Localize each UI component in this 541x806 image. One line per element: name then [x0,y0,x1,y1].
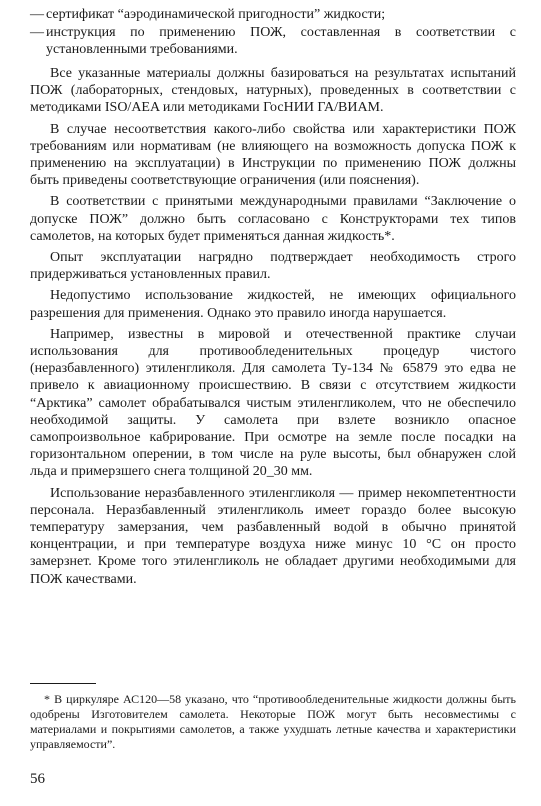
paragraph: Недопустимо использование жидкостей, не имеющих официального разрешения для применения. Однако это правило иногда нарушается. [30,288,516,321]
list-item [30,6,516,23]
list-item-text: инструкция по применению ПОЖ, составленная в соответствии с установленными требованиями. [46,25,516,57]
paragraph: Использование неразбавленного этиленгликоля — пример некомпетентности персонала. Неразбавленный этиленгликоль имеет гораздо более высокую температуру замерзания, чем разбавленный водой в обычно принятой концентрации, и при температуре воздуха ниже минус 10 °С он просто замерзнет. Кроме того этиленгликоль не обладает другими необходимыми для ПОЖ качествами. [30,485,516,587]
paragraph: В случае несоответствия какого-либо свойства или характеристики ПОЖ требованиям или нормативам (не влияющего на возможность допуска ПОЖ к применению на эксплуатации) в Инструкции по применению ПОЖ должны быть приведены соответствующие ограничения (или пояснения). [30,121,516,189]
footnote: * В циркуляре АС120—58 указано, что “противообледенительные жидкости должны быть одобрены Изготовителем самолета. Некоторые ПОЖ могут быть несовместимы с материалами и покрытиями самолетов, а также ухудшать летные качества и характеристики управляемости”. [30,692,516,751]
paragraph: В соответствии с принятыми международными правилами “Заключение о допуске ПОЖ” должно быть согласовано с Конструкторами тех типов самолетов, на которых будет применяться данная жидкость*. [30,194,516,244]
list-item [30,24,516,58]
paragraph: Опыт эксплуатации нагрядно подтверждает необходимость строго придерживаться установленных правил. [30,250,516,283]
paragraph: Например, известны в мировой и отечественной практике случаи использования для противообледенительных процедур чистого (неразбавленного) этиленгликоля. Для самолета Ту-134 № 65879 это едва не привело к авиационному происшествию. В связи с отсутствием жидкости “Арктика” самолет обрабатывался чистым этиленгликолем, что не обеспечило необходимой защиты. У самолета при взлете возникло опасное самопроизвольное кабрирование. При осмотре на земле после посадки на горизонтальном оперении, в том числе на руле высоты, был обнаружен слой льда и примерзшего снега толщиной 20_30 мм. [30,326,516,480]
list-dash: — [30,25,44,40]
footnote-rule [30,683,96,684]
list-item-text: сертификат “аэродинамической пригодности” жидкости; [46,7,386,22]
paragraph: Все указанные материалы должны базироваться на результатах испытаний ПОЖ (лабораторных, стендовых, натурных), проведенных в соответствии с методиками ISO/AEA или методиками ГосНИИ ГА/ВИАМ. [30,66,516,116]
list-dash: — [30,7,44,22]
page-number: 56 [30,771,45,787]
page-body [30,6,516,588]
